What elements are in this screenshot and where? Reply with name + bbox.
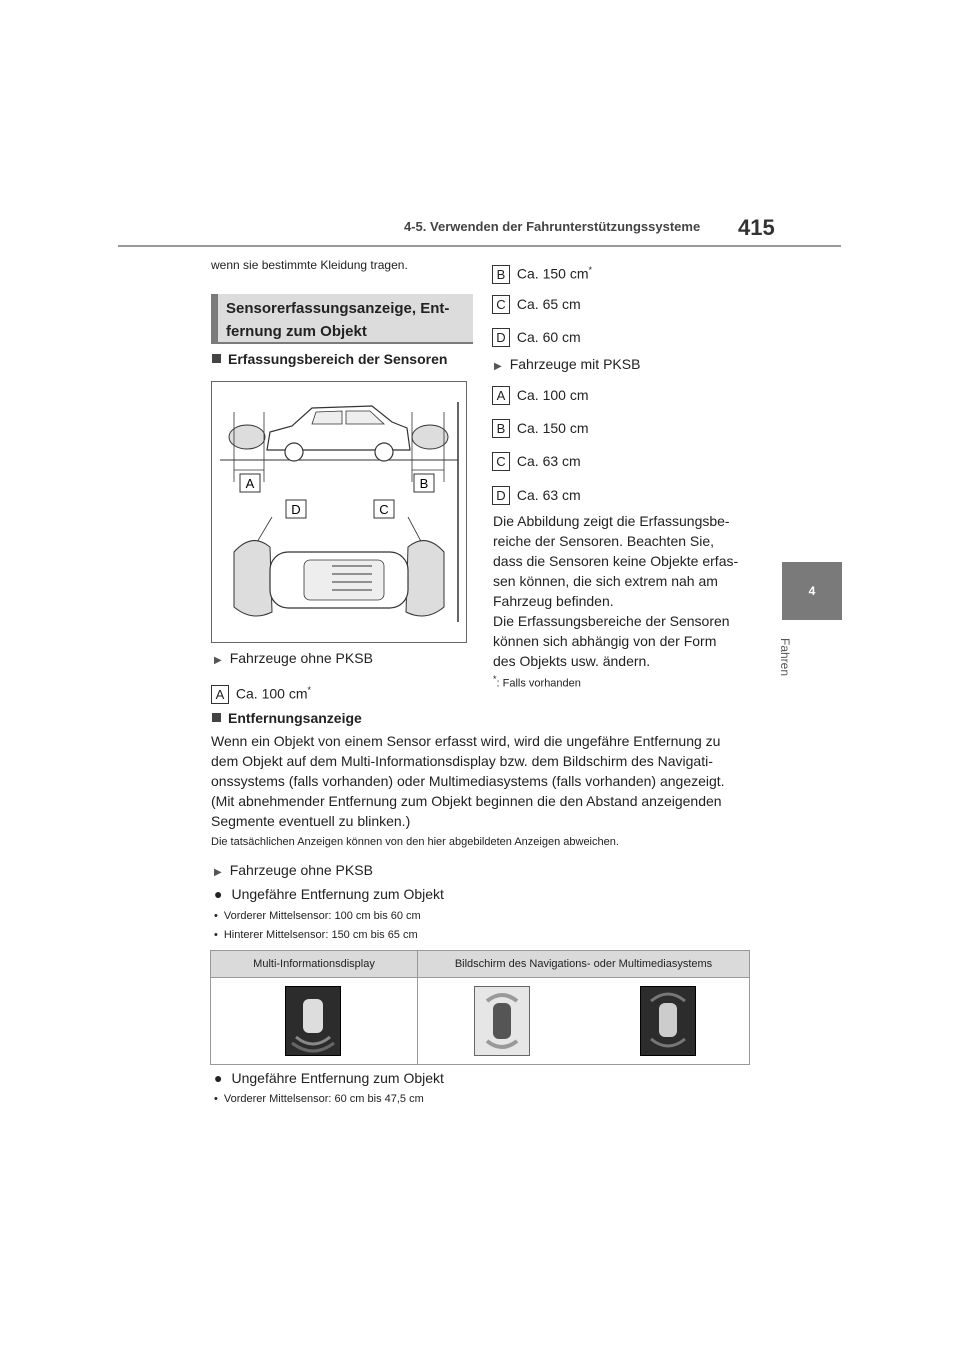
label-badge: D [492, 328, 510, 347]
para-line: onssystems (falls vorhanden) oder Multimediasystems (falls vorhanden) angezeigt. [211, 773, 725, 789]
distance-heading [212, 708, 362, 728]
sub-heading [212, 349, 447, 369]
sub-item-text: Hinterer Mittelsensor: 150 cm bis 65 cm [223, 929, 418, 941]
display-note: Die tatsächlichen Anzeigen können von den hier abgebildeten Anzeigen abweichen. [211, 836, 619, 848]
sub-item-front-sensor [214, 910, 421, 922]
section-heading-line1: Sensorerfassungsanzeige, Ent- [226, 300, 450, 317]
label-badge: B [492, 265, 510, 284]
value-text: Ca. 63 cm [516, 487, 581, 503]
bullet-text: Ungefähre Entfernung zum Objekt [231, 1070, 444, 1086]
label-badge: C [492, 295, 510, 314]
small-bullet-icon: • [214, 1093, 218, 1105]
table-header-mid: Multi-Informationsdisplay [211, 951, 418, 978]
label-c: C [379, 502, 389, 517]
value-d-pksb [492, 485, 581, 505]
section-title: 4-5. Verwenden der Fahrunterstützungssysteme [404, 219, 701, 234]
para-line: (Mit abnehmender Entfernung zum Objekt beginnen die den Abstand anzeigenden [211, 793, 722, 809]
label-badge: D [492, 486, 510, 505]
bullet-approx-distance-2 [214, 1068, 444, 1088]
value-text: Ca. 150 cm [516, 420, 589, 436]
nav-display-image-2 [640, 986, 696, 1056]
label-badge: B [492, 419, 510, 438]
with-pksb [494, 354, 640, 377]
footnote-mark: * [493, 674, 497, 684]
para-line: können sich abhängig von der Form [493, 633, 717, 649]
sub-item-text: Vorderer Mittelsensor: 60 cm bis 47,5 cm [223, 1093, 424, 1105]
triangle-bullet-icon: ▶ [214, 867, 222, 878]
display-table [210, 950, 750, 1065]
section-heading-line2: fernung zum Objekt [226, 323, 367, 340]
para-line: Fahrzeug befinden. [493, 593, 614, 609]
no-pksb-left-text: Fahrzeuge ohne PKSB [229, 650, 373, 666]
triangle-bullet-icon: ▶ [214, 655, 222, 666]
no-pksb-distance [214, 860, 373, 883]
nav-display-cell [418, 978, 750, 1065]
car-display-icon [641, 987, 695, 1055]
label-a: A [245, 476, 255, 491]
with-pksb-text: Fahrzeuge mit PKSB [509, 356, 641, 372]
section-heading [211, 294, 473, 344]
footnote-text: : Falls vorhanden [496, 677, 581, 690]
value-a [211, 680, 311, 704]
para-line: Die Abbildung zeigt die Erfassungsbe- [493, 513, 730, 529]
car-display-icon [286, 987, 340, 1055]
small-bullet-icon: • [214, 910, 218, 922]
para-line: Wenn ein Objekt von einem Sensor erfasst wird, wird die ungefähre Entfernung zu [211, 733, 721, 749]
sub-item-rear-sensor [214, 929, 418, 941]
small-bullet-icon: • [214, 929, 218, 941]
value-c-no-pksb [492, 294, 581, 314]
car-display-icon [475, 987, 529, 1055]
table-header-nav: Bildschirm des Navigations- oder Multimediasystems [418, 951, 750, 978]
label-b: B [419, 476, 429, 491]
value-text: Ca. 100 cm [516, 387, 589, 403]
value-d-no-pksb [492, 327, 581, 347]
mid-display-cell [211, 978, 418, 1065]
circle-bullet-icon: ● [214, 1070, 223, 1086]
value-c-pksb [492, 451, 581, 471]
header-rule [118, 245, 841, 247]
para-line: dem Objekt auf dem Multi-Informationsdisplay bzw. dem Bildschirm des Navigati- [211, 753, 713, 769]
label-badge: C [492, 452, 510, 471]
circle-bullet-icon: ● [214, 886, 223, 902]
sensor-range-figure [211, 381, 467, 643]
value-text: Ca. 150 cm [516, 265, 589, 282]
sub-heading-text: Erfassungsbereich der Sensoren [228, 351, 448, 367]
value-b-pksb [492, 418, 588, 438]
value-a-pksb [492, 385, 588, 405]
value-text: Ca. 60 cm [516, 329, 581, 345]
label-badge: A [492, 386, 510, 405]
distance-heading-text: Entfernungsanzeige [228, 710, 362, 726]
bullet-text: Ungefähre Entfernung zum Objekt [231, 886, 444, 902]
intro-text: wenn sie bestimmte Kleidung tragen. [211, 258, 408, 272]
nav-display-image-1 [474, 986, 530, 1056]
no-pksb-distance-text: Fahrzeuge ohne PKSB [229, 862, 373, 878]
para-line: Segmente eventuell zu blinken.) [211, 813, 411, 829]
label-a-badge: A [211, 685, 229, 704]
para-line: reiche der Sensoren. Beachten Sie, [493, 533, 715, 549]
footnote [493, 674, 581, 690]
para-line: sen können, die sich extrem nah am [493, 573, 718, 589]
sub-item-front-sensor-2 [214, 1093, 424, 1105]
description-para2 [493, 611, 730, 671]
distance-para [211, 731, 725, 831]
sensor-diagram [212, 382, 466, 642]
no-pksb-left [214, 648, 373, 671]
value-text: Ca. 63 cm [516, 453, 581, 469]
sub-item-text: Vorderer Mittelsensor: 100 cm bis 60 cm [223, 910, 421, 922]
chapter-tab: 4 [782, 562, 842, 620]
description-para1 [493, 511, 738, 611]
square-bullet-icon [212, 713, 221, 722]
mid-display-image [285, 986, 341, 1056]
para-line: des Objekts usw. ändern. [493, 653, 651, 669]
asterisk: * [307, 685, 311, 695]
chapter-label: Fahren [778, 638, 792, 677]
triangle-bullet-icon: ▶ [494, 361, 502, 372]
value-a-text: Ca. 100 cm [235, 685, 308, 702]
value-b-no-pksb [492, 260, 592, 284]
asterisk: * [588, 265, 592, 275]
page-number: 415 [738, 215, 775, 240]
para-line: Die Erfassungsbereiche der Sensoren [493, 613, 730, 629]
label-d: D [291, 502, 301, 517]
bullet-approx-distance-1 [214, 884, 444, 904]
value-text: Ca. 65 cm [516, 296, 581, 312]
para-line: dass die Sensoren keine Objekte erfas- [493, 553, 739, 569]
square-bullet-icon [212, 354, 221, 363]
